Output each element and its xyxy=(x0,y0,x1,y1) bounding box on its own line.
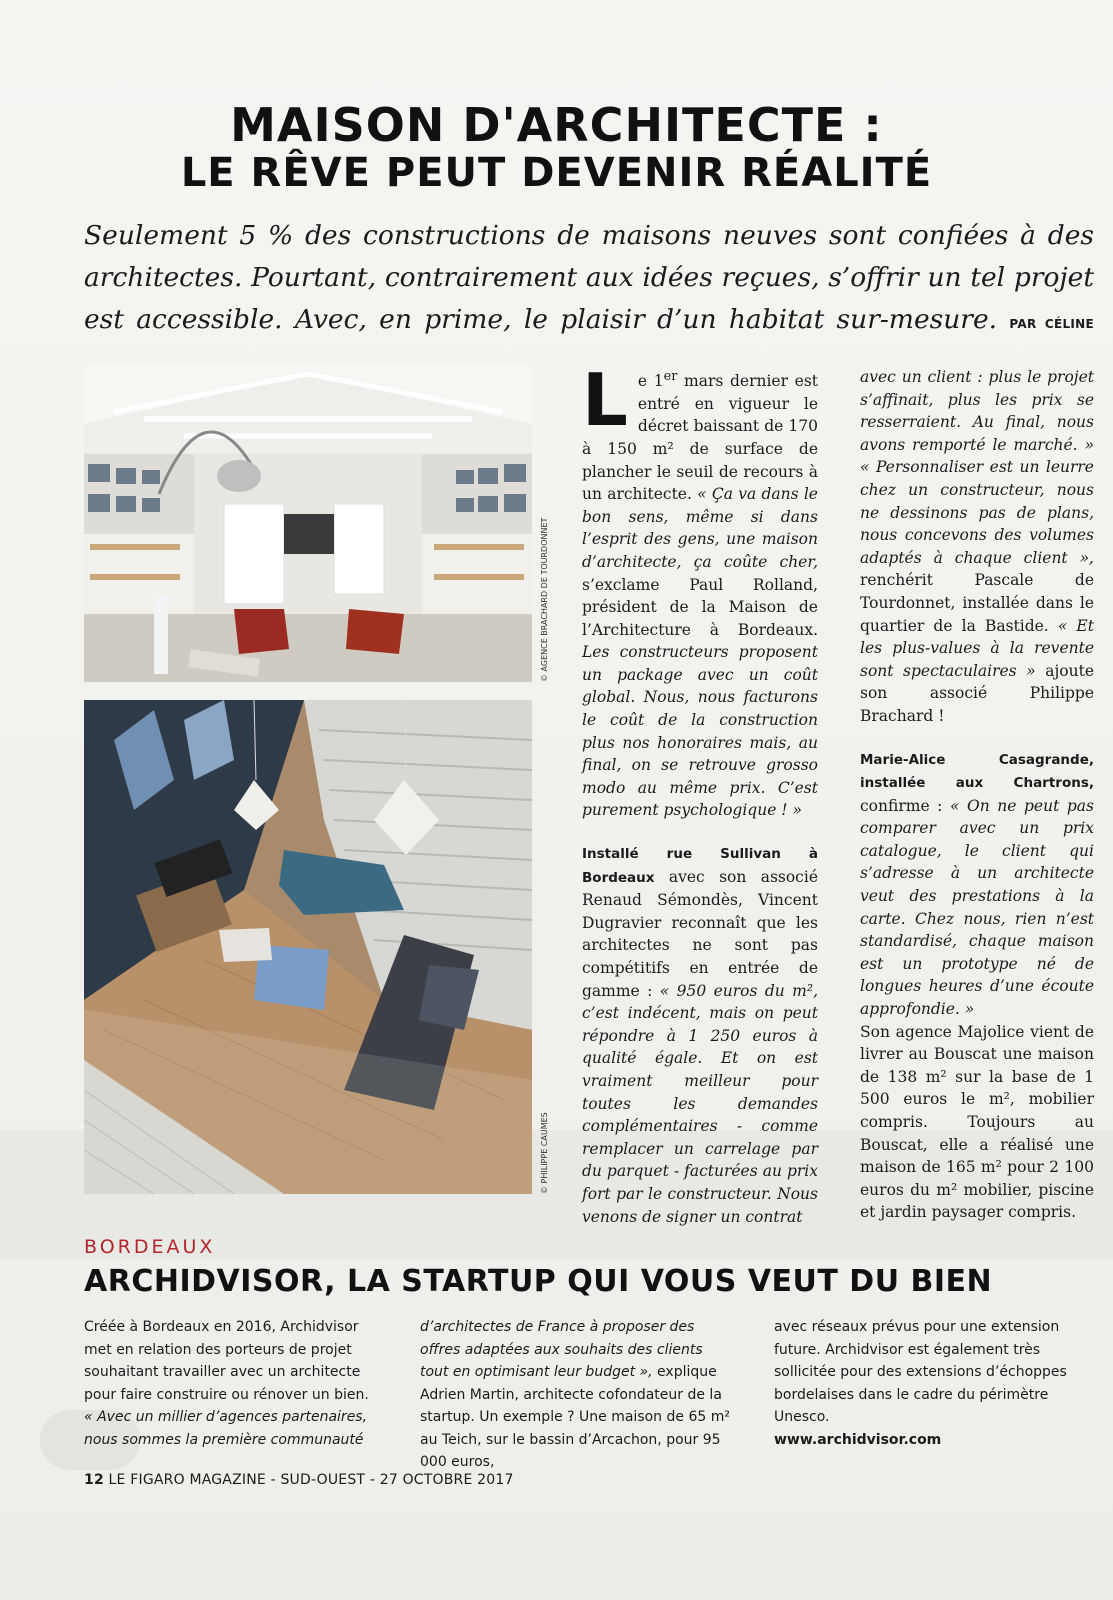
box-column-2 xyxy=(420,1316,730,1474)
p3-lead: Marie-Alice Casagrande, installée aux Chartrons, xyxy=(860,751,1094,792)
p1-quote-2: Les constructeurs proposent un package avec un coût global. Nous, nous facturons le coût de la construction plus nos honoraires mais, au final, on se retrouve grosso modo au même prix. C’est purement psychologique ! » xyxy=(582,643,818,820)
box-column-1 xyxy=(84,1316,380,1451)
drop-cap: L xyxy=(582,358,628,442)
photo-agency-office xyxy=(84,364,532,682)
p2-quote-2: « Et les plus-values à la revente sont spectaculaires » xyxy=(860,616,1094,680)
p1-quote: « Ça va dans le bon sens, même si dans l’esprit des gens, une maison d’architecte, ça coûte cher, xyxy=(582,485,818,571)
footer-publication: LE FIGARO MAGAZINE - SUD-OUEST - 27 OCTOBRE 2017 xyxy=(103,1472,514,1488)
living-room-illustration xyxy=(84,700,532,1194)
photo-living-room xyxy=(84,700,532,1194)
p3-text-a: confirme : xyxy=(860,796,950,815)
p2-text-c: ajoute son associé Philippe Brachard ! xyxy=(860,661,1094,725)
archidvisor-link[interactable]: www.archidvisor.com xyxy=(774,1431,942,1448)
box-c2-text: explique Adrien Martin, architecte cofondateur de la startup. Un exemple ? Une maison de 65 m² au Teich, sur le bassin d’Arcachon, pour 95 000 euros, xyxy=(420,1364,730,1470)
p2-text-b: renchérit Pascale de Tourdonnet, installée dans le quartier de la Bastide. xyxy=(860,571,1094,635)
page-number: 12 xyxy=(84,1472,104,1488)
p1-text-c: s’exclame Paul Rolland, président de la Maison de l’Architecture à Bordeaux. xyxy=(582,575,818,639)
box-c3-text: avec réseaux prévus pour une extension future. Archidvisor est également très sollicitée pour des extensions d’échoppes bordelaises dans le cadre du périmètre Unesco. xyxy=(774,1319,1067,1425)
box-c1-quote: « Avec un millier d’agences partenaires, nous sommes la première communauté xyxy=(84,1409,368,1448)
intro-text: Seulement 5 % des constructions de maisons neuves sont confiées à des architectes. Pourtant, contrairement aux idées reçues, s’offrir un tel projet est accessible. Avec, en prime, le plaisir d’un habitat sur-mesure. xyxy=(84,220,1094,335)
article-column-2 xyxy=(860,366,1094,1224)
article-paragraph-2-cont xyxy=(860,366,1094,728)
p1-superscript: er xyxy=(663,369,678,384)
headline-line-2: LE RÊVE PEUT DEVENIR RÉALITÉ xyxy=(180,150,933,196)
box-title: ARCHIDVISOR, LA STARTUP QUI VOUS VEUT DU BIEN xyxy=(84,1264,993,1299)
box-c1-text: Créée à Bordeaux en 2016, Archidvisor met en relation des porteurs de projet souhaitant travailler avec un architecte pour faire construire ou rénover un bien. xyxy=(84,1319,369,1403)
p2-quote: « 950 euros du m², c’est indécent, mais on peut répondre à 1 250 euros à qualité égale. Et on est vraiment meilleur pour toutes les demandes complémentaires - comme remplacer un carrelage par du parquet - facturées au prix fort par le constructeur. Nous venons de signer un contrat xyxy=(582,981,818,1226)
p2-text-a: avec son associé Renaud Sémondès, Vincent Dugravier reconnaît que les architectes ne sont pas compétitifs en entrée de gamme : xyxy=(582,867,818,1000)
page-footer xyxy=(84,1472,514,1488)
article-paragraph-4: Son agence Majolice vient de livrer au Bouscat une maison de 138 m² sur la base de 1 500 euros le m², mobilier compris. Toujours au Bouscat, elle a réalisé une maison de 165 m² pour 2 100 euros du m² mobilier, piscine et jardin paysager compris. xyxy=(860,1022,1094,1222)
headline-line-1: MAISON D'ARCHITECTE : xyxy=(230,98,883,152)
box-c2-quote: d’architectes de France à proposer des offres adaptées aux souhaits des clients tout en optimisant leur budget », xyxy=(420,1319,703,1380)
box-column-3 xyxy=(774,1316,1074,1451)
byline: PAR CÉLINE xyxy=(1009,317,1094,331)
article-paragraph-1 xyxy=(582,358,819,822)
p1-text-a: e 1 xyxy=(637,372,664,391)
photo-credit-1: © AGENCE BRACHARD DE TOURDONNET xyxy=(540,517,549,682)
article-paragraph-3 xyxy=(860,748,1094,1021)
p1-text-b: mars dernier est entré en vigueur le décret baissant de 170 à 150 m² de surface de plancher le seuil de recours à un architecte. xyxy=(582,372,819,504)
article-paragraph-2 xyxy=(582,842,818,1228)
p3-quote: « On ne peut pas comparer avec un prix catalogue, le client qui s’adresse à un architecte veut des prestations à la carte. Chez nous, rien n’est standardisé, chaque maison est un prototype né de longues heures d’une écoute approfondie. » xyxy=(860,796,1094,1019)
box-kicker: BORDEAUX xyxy=(84,1236,216,1258)
article-column-1 xyxy=(582,358,819,1228)
p2-quote-cont: avec un client : plus le projet s’affinait, plus les prix se resserraient. Au final, nous avons remporté le marché. » « Personnaliser est un leurre chez un constructeur, nous ne dessinons pas de plans, nous concevons des volumes adaptés à chaque client », xyxy=(860,368,1094,567)
photo-credit-2: © PHILIPPE CAUMES xyxy=(540,1112,549,1194)
p2-lead: Installé rue Sullivan à Bordeaux xyxy=(582,846,818,886)
office-illustration xyxy=(84,364,532,682)
